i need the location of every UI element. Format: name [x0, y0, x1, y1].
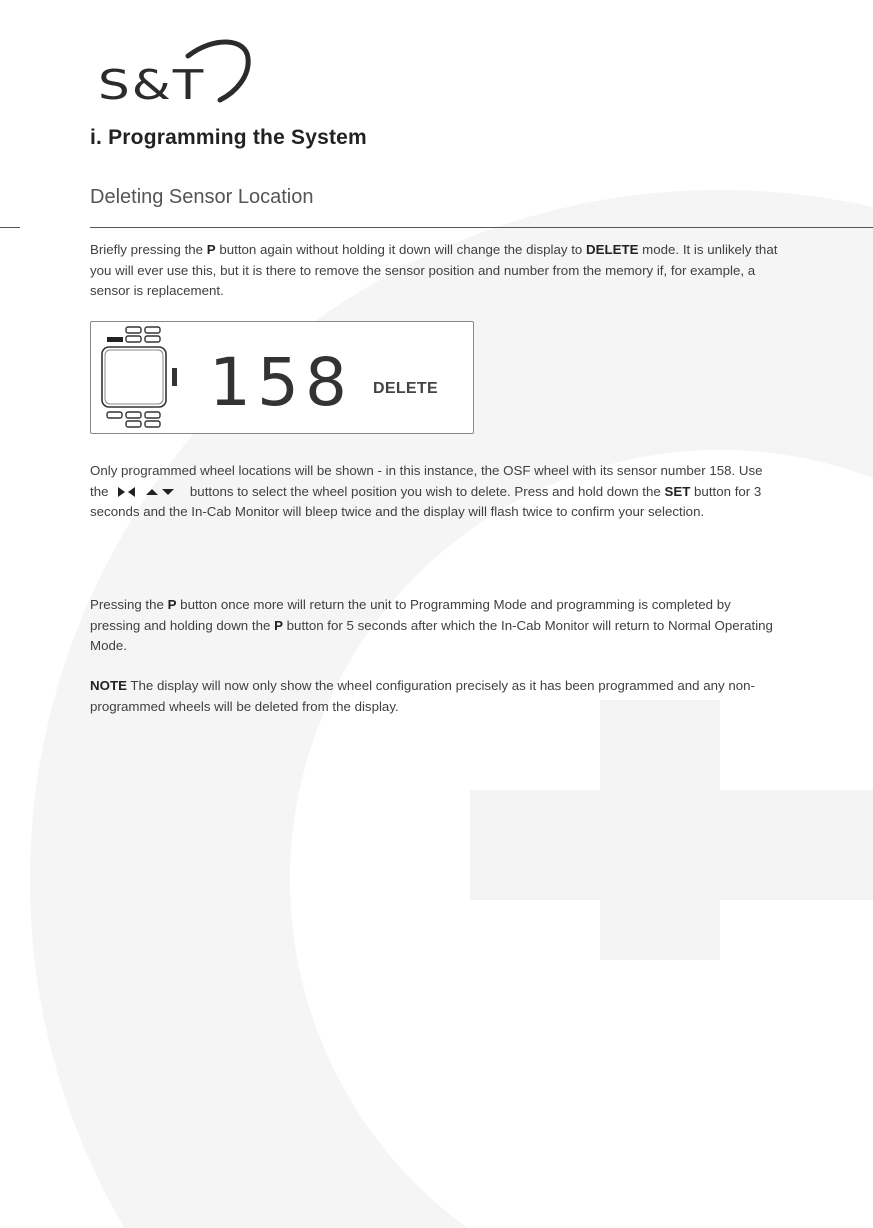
wheel-indicator: [145, 421, 160, 427]
st-logo: [96, 36, 256, 106]
text: button once more will return the unit to Programming Mode and programming is completed by pressing and holding down the: [90, 597, 731, 633]
lcd-graphics: [91, 322, 473, 433]
text: button again without holding it down will change the display to: [215, 242, 586, 257]
section-title: i. Programming the System: [90, 126, 367, 149]
lcd-mode-label: DELETE: [373, 380, 438, 397]
text: buttons to select the wheel position you wish to delete. Press and hold down the: [189, 483, 665, 499]
wheel-indicator: [107, 412, 122, 418]
wheel-indicator: [126, 421, 141, 427]
paragraph-finish-programming: [90, 595, 780, 657]
wheel-indicator: [145, 327, 160, 333]
note-paragraph: [90, 676, 780, 717]
triangle-down-icon: [162, 489, 174, 495]
vehicle-outline: [102, 347, 166, 407]
text: button for 5 seconds after which the In-Cab Monitor will return to Normal Operating Mode.: [90, 617, 773, 653]
note-text: The display will now only show the wheel configuration precisely as it has been programmed and any non-programmed wheels will be deleted from the display.: [90, 678, 755, 714]
triangle-right-icon: [118, 487, 125, 497]
wheel-indicator: [126, 327, 141, 333]
text: button for 3 seconds and the In-Cab Monitor will bleep twice and the display will flash twice to confirm your selection.: [90, 483, 762, 519]
paragraph-intro: [90, 240, 780, 302]
text: Pressing the: [90, 597, 168, 612]
wheel-indicator: [126, 336, 141, 342]
arrow-buttons-icon: [116, 486, 182, 498]
wheel-indicator-active: [107, 337, 123, 342]
text: mode. It is unlikely that you will ever use this, but it is there to remove the sensor position and number from the memory if, for example, a sensor is replacement.: [90, 242, 778, 298]
wheel-indicator: [145, 412, 160, 418]
text: Briefly pressing the: [90, 242, 207, 257]
delete-mode-label: DELETE: [586, 242, 639, 257]
p-button-label: P: [274, 617, 283, 633]
p-button-label: P: [206, 242, 216, 257]
set-button-label: SET: [664, 483, 691, 499]
vehicle-inner: [105, 350, 163, 404]
sensor-number: 158: [209, 344, 353, 421]
paragraph-select-wheel: [90, 461, 780, 523]
lcd-segment-marker: [172, 368, 177, 386]
wheel-indicator: [126, 412, 141, 418]
note-label: NOTE: [90, 678, 127, 693]
logo-text: S&T: [98, 61, 206, 106]
p-button-label: P: [167, 597, 177, 612]
divider: [90, 227, 873, 228]
triangle-left-icon: [128, 487, 135, 497]
subsection-title: Deleting Sensor Location: [90, 186, 314, 208]
divider-left: [0, 227, 20, 228]
triangle-up-icon: [146, 489, 158, 495]
lcd-display-illustration: [90, 321, 474, 434]
text: Only programmed wheel locations will be shown - in this instance, the OSF wheel with its sensor number 158. Use the: [90, 463, 763, 499]
wheel-indicator: [145, 336, 160, 342]
